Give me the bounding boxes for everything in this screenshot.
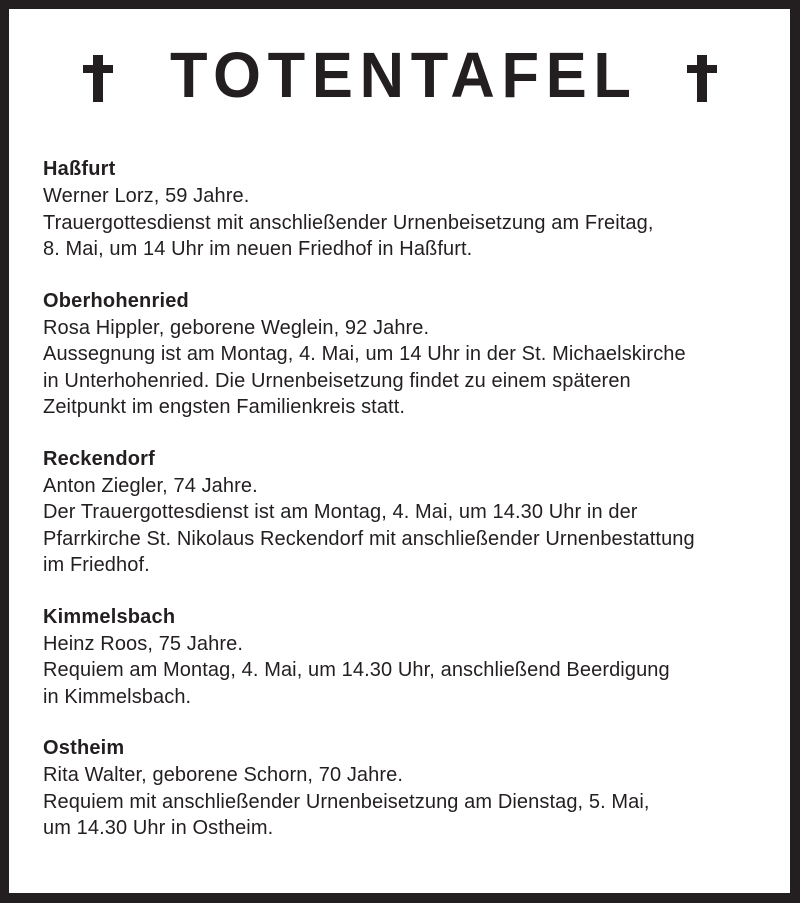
place-heading: Kimmelsbach: [43, 605, 176, 628]
obituary-entry-hassfurt: [43, 156, 783, 263]
service-text: Aussegnung ist am Montag, 4. Mai, um 14 Uhr in der St. Michaelskirche: [43, 343, 686, 365]
obituary-entry-kimmelsbach: [43, 604, 783, 711]
place-heading: Ostheim: [43, 737, 125, 759]
service-text: Trauergottesdienst mit anschließender Urnenbeisetzung am Freitag,: [43, 211, 654, 234]
service-text: Zeitpunkt im engsten Familienkreis statt.: [43, 396, 406, 418]
obituary-list: [43, 156, 783, 867]
name-age: Werner Lorz, 59 Jahre.: [43, 185, 250, 207]
service-text: in Kimmelsbach.: [43, 685, 192, 708]
name-age: Rosa Hippler, geborene Weglein, 92 Jahre.: [43, 316, 430, 339]
cross-icon: [83, 55, 113, 102]
place-heading: Haßfurt: [43, 158, 116, 180]
cross-icon-horizontal: [83, 65, 113, 73]
service-text: Requiem mit anschließender Urnenbeisetzung am Dienstag, 5. Mai,: [43, 790, 650, 813]
cross-icon-vertical: [93, 55, 103, 102]
name-age: Anton Ziegler, 74 Jahre.: [43, 474, 258, 497]
service-text: Pfarrkirche St. Nikolaus Reckendorf mit anschließender Urnenbestattung: [43, 527, 695, 550]
page-title: TOTENTAFEL: [170, 39, 638, 111]
service-text: im Friedhof.: [43, 554, 150, 576]
cross-icon-horizontal: [687, 65, 717, 73]
name-age: Rita Walter, geborene Schorn, 70 Jahre.: [43, 764, 404, 786]
header: [0, 0, 800, 120]
service-text: Requiem am Montag, 4. Mai, um 14.30 Uhr, anschließend Beerdigung: [43, 659, 670, 681]
cross-icon: [687, 55, 717, 102]
place-heading: Oberhohenried: [43, 289, 189, 312]
obituary-entry-oberhohenried: [43, 288, 783, 421]
service-text: Der Trauergottesdienst ist am Montag, 4. Mai, um 14.30 Uhr in der: [43, 501, 638, 523]
service-text: in Unterhohenried. Die Urnenbeisetzung findet zu einem späteren: [43, 369, 631, 392]
service-text: 8. Mai, um 14 Uhr im neuen Friedhof in Haßfurt.: [43, 238, 473, 260]
obituary-entry-ostheim: [43, 735, 783, 842]
service-text: um 14.30 Uhr in Ostheim.: [43, 817, 274, 839]
name-age: Heinz Roos, 75 Jahre.: [43, 632, 243, 655]
obituary-entry-reckendorf: [43, 446, 783, 579]
place-heading: Reckendorf: [43, 447, 156, 470]
cross-icon-vertical: [697, 55, 707, 102]
